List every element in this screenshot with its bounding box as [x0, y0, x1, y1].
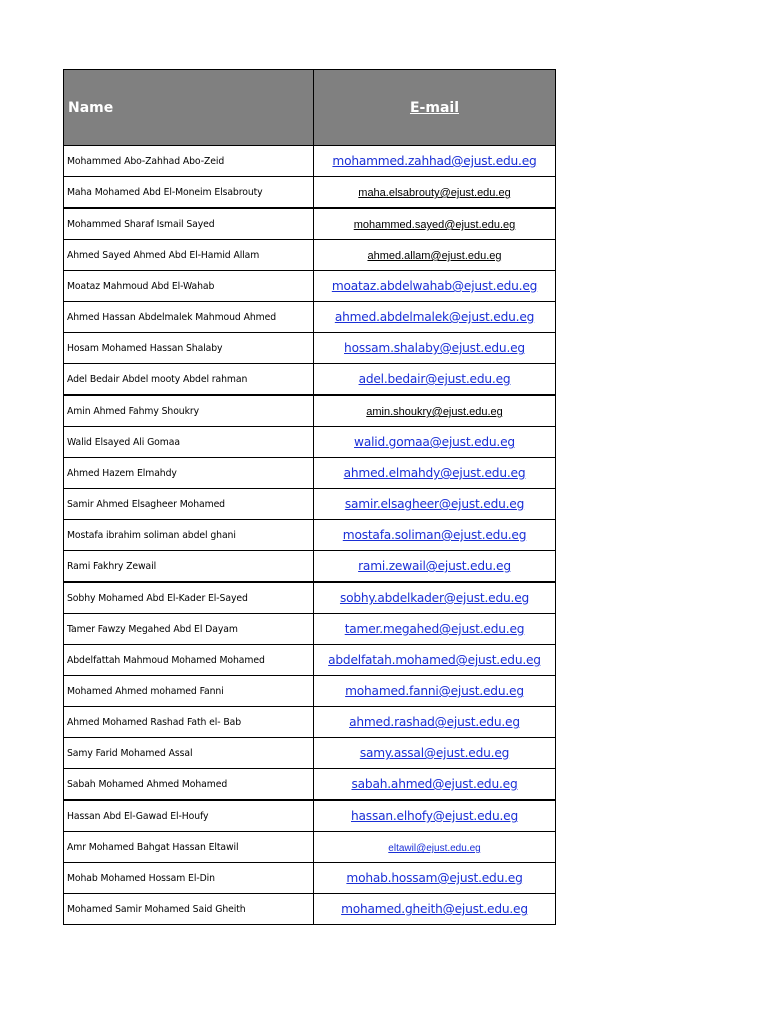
- name-cell: Abdelfattah Mahmoud Mohamed Mohamed: [64, 645, 314, 676]
- email-cell: [314, 489, 556, 520]
- table-row: [64, 832, 556, 863]
- table-row: [64, 520, 556, 551]
- table-row: [64, 645, 556, 676]
- email-cell: [314, 146, 556, 177]
- table-row: [64, 800, 556, 832]
- table-row: [64, 458, 556, 489]
- email-link[interactable]: rami.zewail@ejust.edu.eg: [358, 559, 511, 573]
- name-cell: Samy Farid Mohamed Assal: [64, 738, 314, 769]
- name-cell: Tamer Fawzy Megahed Abd El Dayam: [64, 614, 314, 645]
- table-row: [64, 208, 556, 240]
- table-row: [64, 551, 556, 583]
- email-link[interactable]: ahmed.abdelmalek@ejust.edu.eg: [334, 310, 535, 324]
- name-column-header: Name: [64, 70, 314, 146]
- email-cell: [314, 208, 556, 240]
- name-cell: Amin Ahmed Fahmy Shoukry: [64, 395, 314, 427]
- email-cell: [314, 427, 556, 458]
- email-cell: [314, 395, 556, 427]
- name-cell: Mohammed Abo-Zahhad Abo-Zeid: [64, 146, 314, 177]
- name-cell: Mohammed Sharaf Ismail Sayed: [64, 208, 314, 240]
- email-link[interactable]: mohamed.gheith@ejust.edu.eg: [341, 902, 528, 916]
- email-link[interactable]: maha.elsabrouty@ejust.edu.eg: [358, 187, 511, 199]
- table-row: [64, 738, 556, 769]
- email-link[interactable]: hassan.elhofy@ejust.edu.eg: [351, 809, 518, 823]
- name-cell: Rami Fakhry Zewail: [64, 551, 314, 583]
- name-cell: Mohab Mohamed Hossam El-Din: [64, 863, 314, 894]
- name-cell: Amr Mohamed Bahgat Hassan Eltawil: [64, 832, 314, 863]
- email-link[interactable]: mohammed.sayed@ejust.edu.eg: [353, 219, 516, 231]
- header-row: [64, 70, 556, 146]
- email-link[interactable]: hossam.shalaby@ejust.edu.eg: [344, 341, 525, 355]
- name-cell: Sabah Mohamed Ahmed Mohamed: [64, 769, 314, 801]
- email-link[interactable]: mohammed.zahhad@ejust.edu.eg: [332, 154, 537, 168]
- email-cell: [314, 364, 556, 396]
- table-row: [64, 614, 556, 645]
- table-row: [64, 302, 556, 333]
- contacts-table: [63, 69, 556, 925]
- email-link[interactable]: mohab.hossam@ejust.edu.eg: [346, 871, 523, 885]
- email-link[interactable]: ahmed.elmahdy@ejust.edu.eg: [343, 466, 526, 480]
- email-link[interactable]: eltawil@ejust.edu.eg: [388, 843, 481, 854]
- email-cell: [314, 551, 556, 583]
- table-row: [64, 333, 556, 364]
- name-cell: Ahmed Sayed Ahmed Abd El-Hamid Allam: [64, 240, 314, 271]
- table-row: [64, 177, 556, 209]
- name-cell: Moataz Mahmoud Abd El-Wahab: [64, 271, 314, 302]
- name-cell: Mostafa ibrahim soliman abdel ghani: [64, 520, 314, 551]
- table-row: [64, 582, 556, 614]
- table-row: [64, 271, 556, 302]
- email-link[interactable]: mohamed.fanni@ejust.edu.eg: [345, 684, 524, 698]
- email-column-header: E-mail: [314, 70, 556, 146]
- email-cell: [314, 271, 556, 302]
- table-row: [64, 863, 556, 894]
- email-cell: [314, 894, 556, 925]
- table-row: [64, 894, 556, 925]
- name-cell: Hosam Mohamed Hassan Shalaby: [64, 333, 314, 364]
- table-row: [64, 489, 556, 520]
- email-link[interactable]: tamer.megahed@ejust.edu.eg: [344, 622, 525, 636]
- email-cell: [314, 832, 556, 863]
- email-link[interactable]: sobhy.abdelkader@ejust.edu.eg: [339, 591, 530, 605]
- table-row: [64, 364, 556, 396]
- table-row: [64, 395, 556, 427]
- email-cell: [314, 769, 556, 801]
- name-cell: Adel Bedair Abdel mooty Abdel rahman: [64, 364, 314, 396]
- name-cell: Samir Ahmed Elsagheer Mohamed: [64, 489, 314, 520]
- name-cell: Mohamed Samir Mohamed Said Gheith: [64, 894, 314, 925]
- email-link[interactable]: amin.shoukry@ejust.edu.eg: [366, 406, 503, 418]
- table-row: [64, 240, 556, 271]
- email-link[interactable]: ahmed.rashad@ejust.edu.eg: [349, 715, 520, 729]
- email-cell: [314, 645, 556, 676]
- email-link[interactable]: samir.elsagheer@ejust.edu.eg: [344, 497, 525, 511]
- email-link[interactable]: samy.assal@ejust.edu.eg: [359, 746, 510, 760]
- email-link[interactable]: mostafa.soliman@ejust.edu.eg: [342, 528, 527, 542]
- email-cell: [314, 800, 556, 832]
- email-link[interactable]: moataz.abdelwahab@ejust.edu.eg: [331, 279, 538, 293]
- email-cell: [314, 676, 556, 707]
- name-cell: Maha Mohamed Abd El-Moneim Elsabrouty: [64, 177, 314, 209]
- name-cell: Walid Elsayed Ali Gomaa: [64, 427, 314, 458]
- email-cell: [314, 738, 556, 769]
- email-link[interactable]: abdelfatah.mohamed@ejust.edu.eg: [328, 653, 541, 667]
- table-row: [64, 427, 556, 458]
- email-cell: [314, 707, 556, 738]
- email-cell: [314, 177, 556, 209]
- table-row: [64, 146, 556, 177]
- email-cell: [314, 582, 556, 614]
- table-row: [64, 676, 556, 707]
- email-cell: [314, 302, 556, 333]
- email-link[interactable]: ahmed.allam@ejust.edu.eg: [367, 250, 502, 262]
- name-cell: Ahmed Hazem Elmahdy: [64, 458, 314, 489]
- name-cell: Ahmed Hassan Abdelmalek Mahmoud Ahmed: [64, 302, 314, 333]
- email-link[interactable]: adel.bedair@ejust.edu.eg: [358, 372, 511, 386]
- email-cell: [314, 520, 556, 551]
- email-cell: [314, 333, 556, 364]
- name-cell: Ahmed Mohamed Rashad Fath el- Bab: [64, 707, 314, 738]
- email-cell: [314, 863, 556, 894]
- table-row: [64, 769, 556, 801]
- name-cell: Sobhy Mohamed Abd El-Kader El-Sayed: [64, 582, 314, 614]
- email-link[interactable]: walid.gomaa@ejust.edu.eg: [354, 435, 515, 449]
- email-link[interactable]: sabah.ahmed@ejust.edu.eg: [351, 777, 518, 791]
- email-cell: [314, 614, 556, 645]
- name-cell: Mohamed Ahmed mohamed Fanni: [64, 676, 314, 707]
- name-cell: Hassan Abd El-Gawad El-Houfy: [64, 800, 314, 832]
- email-cell: [314, 240, 556, 271]
- email-cell: [314, 458, 556, 489]
- table-row: [64, 707, 556, 738]
